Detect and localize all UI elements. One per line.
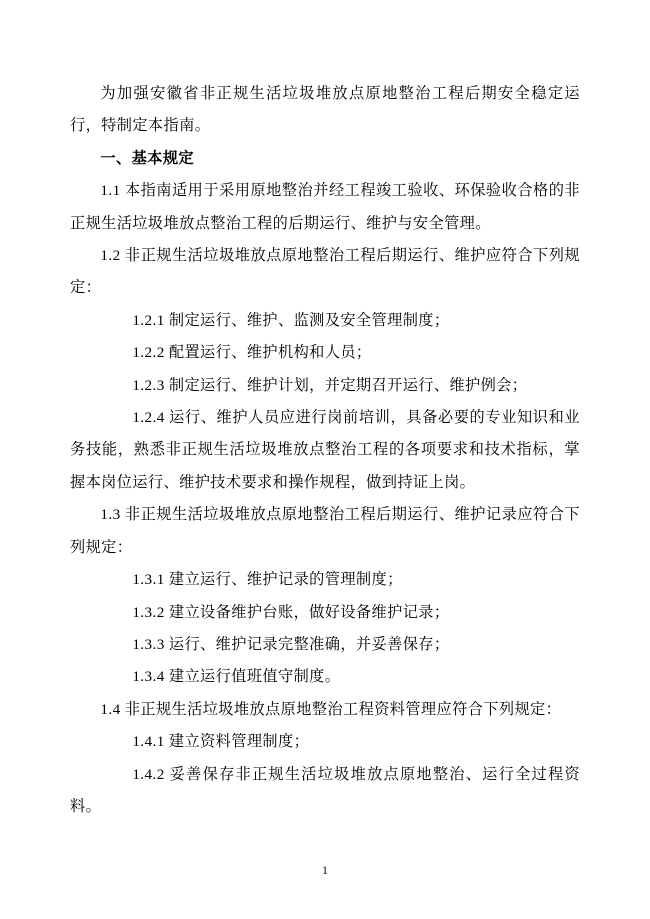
paragraph-clause-1-3: 1.3 非正规生活垃圾堆放点原地整治工程后期运行、维护记录应符合下列规定： [70,506,580,556]
paragraph-clause-1-3-1: 1.3.1 建立运行、维护记录的管理制度； [132,571,403,589]
paragraph-clause-1-3-3: 1.3.3 运行、维护记录完整准确，并妥善保存； [132,635,450,653]
paragraph-clause-1-2-4: 1.2.4 运行、维护人员应进行岗前培训，具备必要的专业知识和业务技能，熟悉非正规生活垃圾堆放点整治工程的各项要求和技术指标，掌握本岗位运行、维护技术要求和操作规程，做到持证上岗。 [70,409,580,491]
paragraph-clause-1-2-1: 1.2.1 制定运行、维护、监测及安全管理制度； [132,311,450,329]
heading-section-1: 一、基本规定 [100,149,194,167]
paragraph-clause-1-3-4: 1.3.4 建立运行值班值守制度。 [132,668,341,686]
paragraph-clause-1-3-2: 1.3.2 建立设备维护台账，做好设备维护记录； [132,603,450,621]
document-body [70,78,580,823]
paragraph-clause-1-2: 1.2 非正规生活垃圾堆放点原地整治工程后期运行、维护应符合下列规定： [70,247,580,297]
paragraph-clause-1-4-1: 1.4.1 建立资料管理制度； [132,733,310,751]
paragraph-clause-1-4: 1.4 非正规生活垃圾堆放点原地整治工程资料管理应符合下列规定： [100,700,562,718]
paragraph-clause-1-4-2: 1.4.2 妥善保存非正规生活垃圾堆放点原地整治、运行全过程资料。 [70,765,580,815]
paragraph-intro: 为加强安徽省非正规生活垃圾堆放点原地整治工程后期安全稳定运行，特制定本指南。 [70,85,580,135]
paragraph-clause-1-2-3: 1.2.3 制定运行、维护计划，并定期召开运行、维护例会； [132,376,528,394]
paragraph-clause-1-2-2: 1.2.2 配置运行、维护机构和人员； [132,344,372,362]
page-number: 1 [322,865,328,877]
paragraph-clause-1-1: 1.1 本指南适用于采用原地整治并经工程竣工验收、环保验收合格的非正规生活垃圾堆放点整治工程的后期运行、维护与安全管理。 [70,182,580,232]
